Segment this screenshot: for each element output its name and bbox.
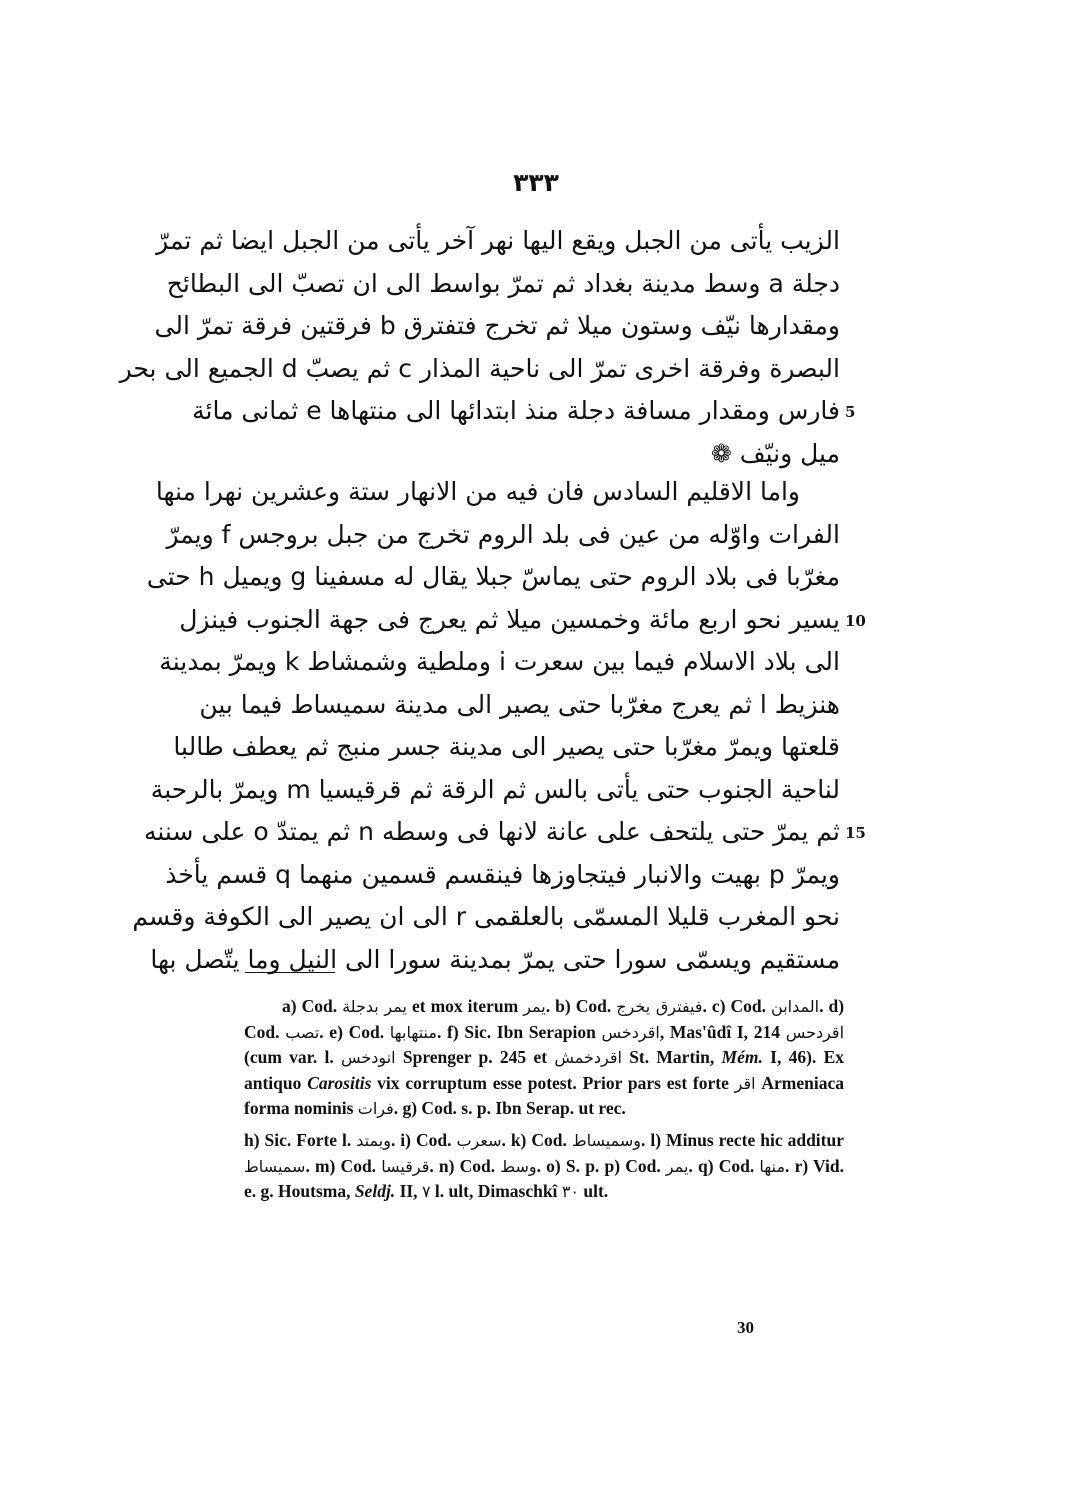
text-line: لناحية الجنوب حتى يأتى بالس ثم الرقة ثم قرقيسيا m ويمرّ بالرحبة (150, 775, 840, 804)
footnote-block (244, 994, 844, 1122)
footnote-r: r) Vid. e. g. Houtsma, Seldj. II, ٧ l. ult, Dimaschkî ٣٠ ult. (244, 1155, 844, 1202)
footnote-l: l) Minus recte hic additur سميساط. (244, 1129, 845, 1176)
footnote-block (244, 1128, 844, 1205)
text-line: ميل ونيّف ❁ (710, 439, 840, 468)
footnote-a: a) Cod. يمر بدجلة et mox iterum يمر. (282, 996, 551, 1016)
footnote-q: q) Cod. منها. (697, 1155, 790, 1176)
text-line: دجلة a وسط مدينة بغداد ثم تمرّ بواسط الى ان تصبّ الى البطائح (166, 269, 840, 298)
text-line: البصرة وفرقة اخرى تمرّ الى ناحية المذار c ثم يصبّ d الجميع الى بحر (119, 354, 840, 383)
footnote-c: c) Cod. المدابن. (711, 996, 824, 1016)
page-number: ٣٣٣ (513, 168, 559, 197)
text-line: نحو المغرب قليلا المسمّى بالعلقمى r الى ان يصير الى الكوفة وقسم (132, 902, 840, 931)
text-line: مستقيم ويسمّى سورا حتى يمرّ بمدينة سورا الى النيل وما يتّصل بها (150, 945, 840, 974)
footnote-p: p) Cod. يمر. (604, 1155, 693, 1176)
line-number: 5 (845, 403, 856, 421)
footnote-n: n) Cod. وسط. (438, 1155, 541, 1176)
line-number: 15 (845, 824, 866, 842)
text-line: فارس ومقدار مسافة دجلة منذ ابتدائها الى منتهاها e ثمانى مائة (192, 396, 840, 425)
footnote-e: e) Cod. منتهابها. (329, 1021, 442, 1042)
text-line: مغرّبا فى بلاد الروم حتى يماسّ جبلا يقال له مسفينا g ويميل h حتى (146, 562, 840, 591)
footnote-h: h) Sic. Forte l. ويمتد. (244, 1129, 396, 1150)
footnote-k: k) Cod. وسميساط. (510, 1129, 646, 1150)
text-line: الفرات واوّله من عين فى بلد الروم تخرج من جبل بروجس f ويمرّ (166, 520, 840, 549)
text-line: ويمرّ p بهيت والانبار فيتجاوزها فينقسم قسمين منهما q قسم يأخذ (165, 860, 840, 889)
text-line: هنزيط l ثم يعرج مغرّبا حتى يصير الى مدينة سميساط فيما بين (199, 690, 840, 719)
footnote-i: i) Cod. سعرب. (400, 1129, 506, 1150)
footnote-g: g) Cod. s. p. Ibn Serap. ut rec. (402, 1098, 626, 1119)
footnote-d: d) Cod. تصب. (244, 996, 845, 1042)
sheet-number: 30 (737, 1318, 754, 1337)
text-line: ثم يمرّ حتى يلتحف على عانة لانها فى وسطه n ثم يمتدّ o على سننه (143, 817, 840, 846)
footnotes (244, 994, 844, 1205)
footnote-b: b) Cod. فيفترق يخرج. (555, 996, 707, 1016)
footnote-m: m) Cod. قرقيسا. (314, 1155, 434, 1176)
text-line: الزيب يأتى من الجبل ويقع اليها نهر آخر يأتى من الجبل ايضا ثم تمرّ (156, 226, 840, 255)
text-line: قلعتها ويمرّ مغرّبا حتى يصير الى مدينة جسر منبج ثم يعطف طالبا (173, 732, 840, 761)
text-line: الى بلاد الاسلام فيما بين سعرت i وملطية وشمشاط k ويمرّ بمدينة (159, 647, 840, 676)
footnote-separator (245, 972, 335, 973)
text-line: يسير نحو اربع مائة وخمسين ميلا ثم يعرج فى جهة الجنوب فينزل (179, 605, 840, 634)
text-line: واما الاقليم السادس فان فيه من الانهار ستة وعشرين نهرا منها (155, 477, 800, 506)
footnote-o: o) S. p. (546, 1155, 600, 1176)
line-number: 10 (845, 612, 866, 630)
text-line: ومقدارها نيّف وستون ميلا ثم تخرج فتفترق b فرقتين فرقة تمرّ الى (154, 311, 840, 340)
footnote-f: f) Sic. Ibn Serapion اقردخس, Mas'ûdî I, 214 اقردحس (cum var. l. انودخس Sprenger p. 245 et اقردخمش St. Martin, Mém. I, 46). Ex antiquo Carositis vix corruptum esse potest. Prior pars est forte اقر Armeniaca forma nominis فرات. (244, 1021, 845, 1119)
